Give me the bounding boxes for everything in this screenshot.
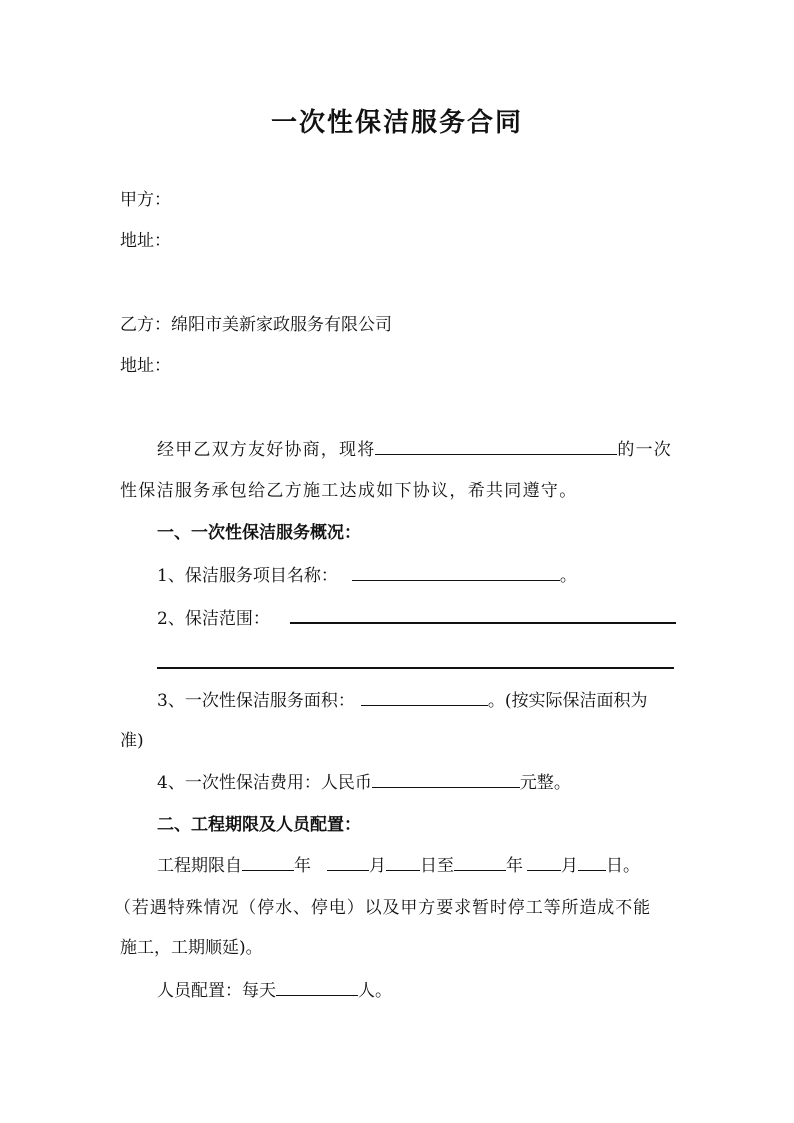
item-2-label: 2、保洁范围： xyxy=(157,609,270,629)
staff-label: 人员配置：每天 xyxy=(157,981,276,1001)
intro-line-1 xyxy=(157,438,672,461)
year-label: 年 xyxy=(294,856,311,876)
year2-label: 年 xyxy=(506,856,523,876)
staff-end: 人。 xyxy=(358,981,392,1001)
item-1-label: 1、保洁服务项目名称： xyxy=(157,566,338,586)
item-3-label: 3、一次性保洁服务面积： xyxy=(157,691,355,711)
start-year-blank[interactable] xyxy=(242,854,294,871)
item-3 xyxy=(157,689,647,712)
contract-title: 一次性保洁服务合同 xyxy=(270,108,523,138)
party-b-name: 绵阳市美新家政服务有限公司 xyxy=(171,315,392,335)
day-end-label: 日。 xyxy=(606,856,640,876)
start-day-blank[interactable] xyxy=(386,854,420,871)
staff-blank[interactable] xyxy=(276,979,358,996)
month2-label: 月 xyxy=(561,856,578,876)
item-2-blank[interactable] xyxy=(290,606,676,624)
intro-text: 经甲乙双方友好协商，现将 xyxy=(157,440,376,460)
month-label: 月 xyxy=(369,856,386,876)
party-b-line xyxy=(120,314,392,336)
note-line-1: （若遇特殊情况（停水、停电）以及甲方要求暂时停工等所造成不能 xyxy=(114,898,651,918)
item-1 xyxy=(157,564,577,587)
party-b-address-label: 地址： xyxy=(120,356,171,376)
period-line xyxy=(157,854,640,877)
intro-line-2: 性保洁服务承包给乙方施工达成如下协议，希共同遵守。 xyxy=(120,481,578,501)
item-2-blank-line-2[interactable] xyxy=(157,667,674,669)
intro-text-after: 的一次 xyxy=(617,440,673,460)
item-3-cont: 准) xyxy=(120,731,144,751)
note-line-2: 施工，工期顺延)。 xyxy=(120,938,263,958)
day-to-label: 日至 xyxy=(420,856,454,876)
item-4 xyxy=(157,771,571,794)
section-2-heading: 二、工程期限及人员配置： xyxy=(157,815,361,835)
item-3-blank[interactable] xyxy=(361,689,488,706)
party-a-address-label: 地址： xyxy=(120,231,171,251)
item-4-blank[interactable] xyxy=(372,771,520,788)
item-2 xyxy=(157,606,676,630)
item-3-end: 。(按实际保洁面积为 xyxy=(487,691,648,711)
party-b-label: 乙方： xyxy=(120,315,171,335)
start-month-blank[interactable] xyxy=(327,854,369,871)
section-1-heading: 一、一次性保洁服务概况： xyxy=(157,523,361,543)
period-label: 工程期限自 xyxy=(157,856,242,876)
item-1-end: 。 xyxy=(559,566,577,586)
end-day-blank[interactable] xyxy=(578,854,606,871)
end-month-blank[interactable] xyxy=(527,854,561,871)
party-a-label: 甲方： xyxy=(120,190,171,210)
item-1-blank[interactable] xyxy=(352,564,560,581)
item-4-label: 4、一次性保洁费用：人民币 xyxy=(157,773,372,793)
item-4-end: 元整。 xyxy=(519,773,571,793)
project-blank[interactable] xyxy=(375,438,617,455)
staff-line xyxy=(157,979,392,1002)
end-year-blank[interactable] xyxy=(454,854,506,871)
